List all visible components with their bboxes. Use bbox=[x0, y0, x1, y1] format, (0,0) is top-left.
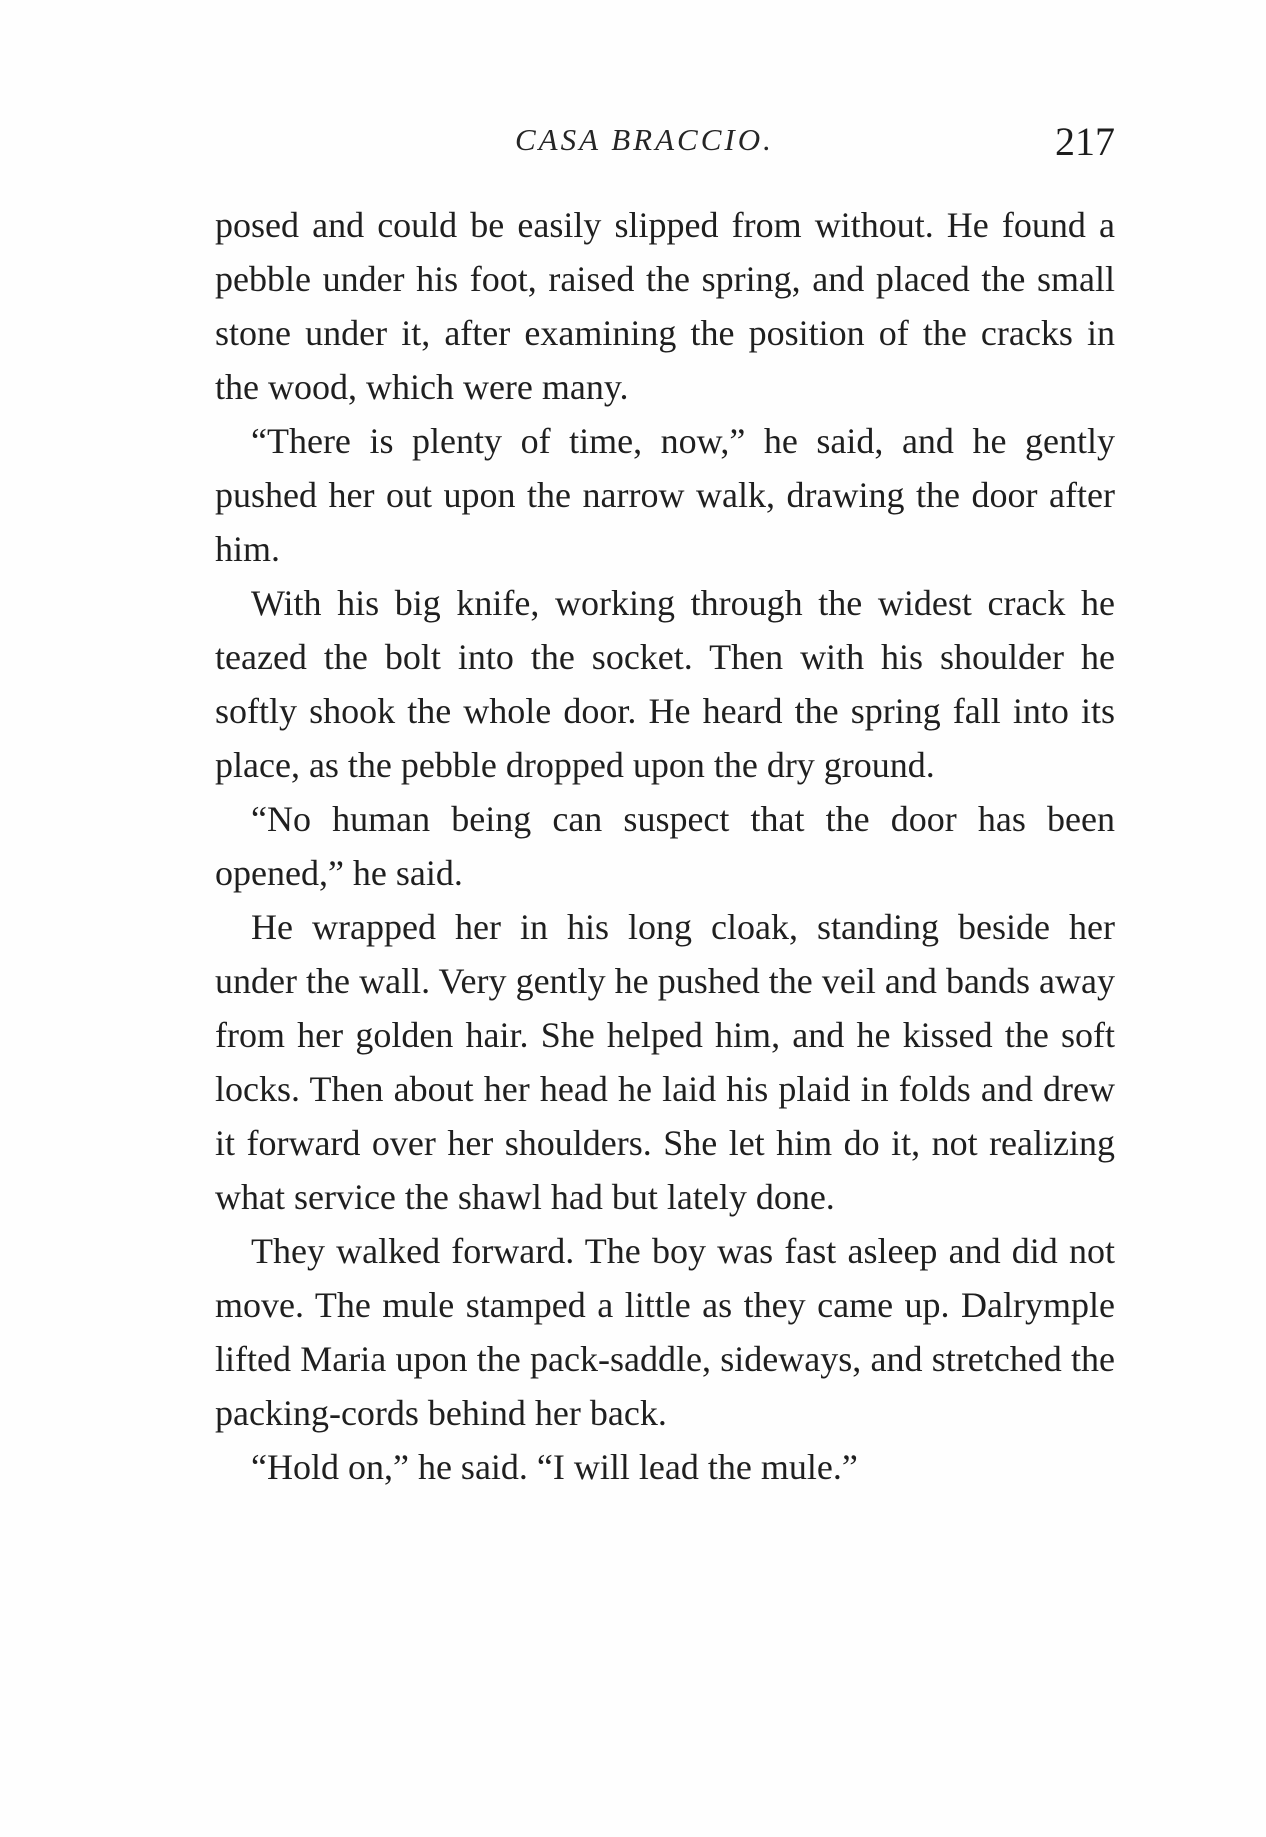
paragraph-4: “No human being can suspect that the door has been opened,” he said. bbox=[215, 799, 1115, 893]
paragraph-3: With his big knife, working through the widest crack he teazed the bolt into the socket. Then with his shoulder he softly shook the whole door. He heard the spring fall into its place, as the pebble dropped upon the dry ground. bbox=[215, 583, 1115, 785]
body-text bbox=[215, 198, 1115, 1494]
paragraph-5: He wrapped her in his long cloak, standing beside her under the wall. Very gently he pushed the veil and bands away from her golden hair. She helped him, and he kissed the soft locks. Then about her head he laid his plaid in folds and drew it forward over her shoulders. She let him do it, not realizing what service the shawl had but lately done. bbox=[215, 907, 1115, 1217]
running-title: CASA BRACCIO. bbox=[515, 122, 774, 157]
paragraph-2: “There is plenty of time, now,” he said, and he gently pushed her out upon the narrow walk, drawing the door after him. bbox=[215, 421, 1115, 569]
paragraph-1: posed and could be easily slipped from without. He found a pebble under his foot, raised the spring, and placed the small stone under it, after examining the position of the cracks in the wood, which were many. bbox=[215, 205, 1115, 407]
page-number: 217 bbox=[1055, 119, 1115, 164]
paragraph-7: “Hold on,” he said. “I will lead the mule.” bbox=[251, 1447, 858, 1487]
paragraph-6: They walked forward. The boy was fast asleep and did not move. The mule stamped a little as they came up. Dalrymple lifted Maria upon the pack-saddle, sideways, and stretched the packing-cords behind her back. bbox=[215, 1231, 1115, 1433]
page-header bbox=[215, 119, 1115, 182]
